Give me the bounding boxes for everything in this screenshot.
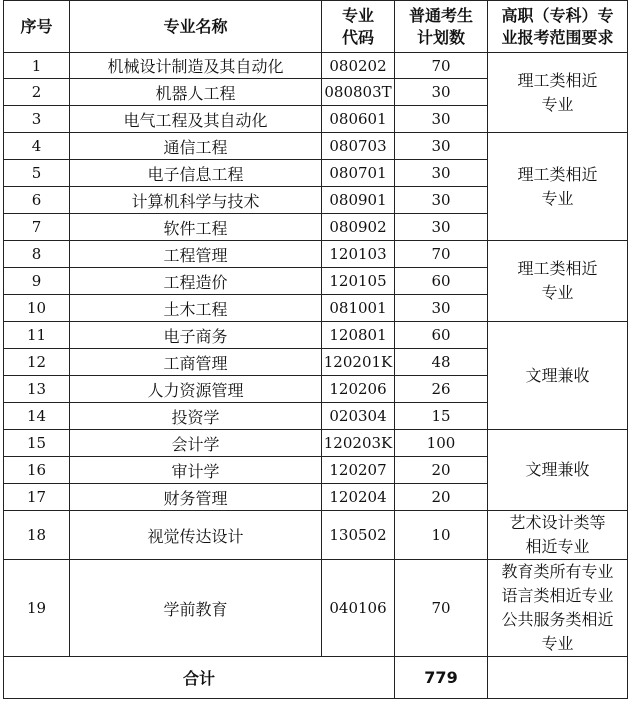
row-name: 审计学	[70, 457, 322, 484]
row-name: 电气工程及其自动化	[70, 106, 322, 133]
total-row	[4, 657, 628, 699]
row-plan: 48	[395, 349, 488, 376]
row-plan: 30	[395, 79, 488, 106]
requirement-line: 教育类所有专业	[501, 562, 614, 581]
table-row	[4, 133, 628, 160]
row-name: 财务管理	[70, 484, 322, 511]
table-row	[4, 53, 628, 79]
header-plan	[395, 1, 488, 53]
row-name: 软件工程	[70, 214, 322, 241]
row-plan: 30	[395, 295, 488, 322]
row-num: 8	[4, 241, 70, 268]
row-code: 081001	[322, 295, 395, 322]
row-code: 080601	[322, 106, 395, 133]
header-req-line1: 高职（专科）专	[501, 5, 614, 25]
row-plan: 30	[395, 160, 488, 187]
row-name: 视觉传达设计	[70, 511, 322, 560]
row-num: 15	[4, 430, 70, 457]
row-code: 120203K	[322, 430, 395, 457]
header-name: 专业名称	[70, 1, 322, 53]
row-code: 120207	[322, 457, 395, 484]
row-code: 080701	[322, 160, 395, 187]
header-plan-line1: 普通考生	[408, 5, 473, 25]
row-plan: 15	[395, 403, 488, 430]
row-code: 080901	[322, 187, 395, 214]
row-plan: 26	[395, 376, 488, 403]
requirement-group	[488, 430, 628, 511]
requirement-group	[488, 133, 628, 241]
row-num: 18	[4, 511, 70, 560]
row-plan: 30	[395, 214, 488, 241]
requirement-line: 专业	[541, 188, 574, 208]
row-plan: 10	[395, 511, 488, 560]
requirement-group	[488, 322, 628, 430]
row-code: 040106	[322, 560, 395, 657]
row-num: 19	[4, 560, 70, 657]
header-code-line2: 代码	[341, 27, 374, 47]
requirement-line: 文理兼收	[525, 460, 590, 479]
row-num: 5	[4, 160, 70, 187]
row-code: 020304	[322, 403, 395, 430]
row-num: 16	[4, 457, 70, 484]
row-num: 7	[4, 214, 70, 241]
requirement-line: 理工类相近	[517, 259, 598, 278]
row-num: 11	[4, 322, 70, 349]
total-empty-cell	[488, 657, 628, 699]
requirement-line: 理工类相近	[517, 70, 598, 90]
row-plan: 30	[395, 187, 488, 214]
row-name: 学前教育	[70, 560, 322, 657]
row-code: 120201K	[322, 349, 395, 376]
total-value: 779	[395, 657, 488, 699]
row-code: 120204	[322, 484, 395, 511]
row-num: 14	[4, 403, 70, 430]
row-code: 080703	[322, 133, 395, 160]
enrollment-plan-table	[3, 0, 628, 699]
header-row	[4, 1, 628, 53]
row-plan: 70	[395, 53, 488, 79]
row-plan: 20	[395, 484, 488, 511]
table-row	[4, 430, 628, 457]
row-num: 4	[4, 133, 70, 160]
row-code: 120206	[322, 376, 395, 403]
row-code: 130502	[322, 511, 395, 560]
row-code: 120103	[322, 241, 395, 268]
row-num: 12	[4, 349, 70, 376]
row-plan: 30	[395, 106, 488, 133]
row-num: 3	[4, 106, 70, 133]
row-name: 投资学	[70, 403, 322, 430]
requirement-line: 艺术设计类等	[509, 513, 606, 532]
requirement-group	[488, 511, 628, 560]
table-row	[4, 322, 628, 349]
row-name: 工程造价	[70, 268, 322, 295]
requirement-line: 理工类相近	[517, 164, 598, 184]
row-plan: 100	[395, 430, 488, 457]
row-num: 9	[4, 268, 70, 295]
row-num: 6	[4, 187, 70, 214]
row-num: 2	[4, 79, 70, 106]
row-plan: 70	[395, 241, 488, 268]
requirement-line: 专业	[541, 283, 574, 302]
row-plan: 30	[395, 133, 488, 160]
requirement-line: 相近专业	[525, 537, 590, 556]
requirement-line: 语言类相近专业	[501, 586, 614, 605]
total-label: 合计	[4, 657, 395, 699]
row-plan: 70	[395, 560, 488, 657]
row-num: 13	[4, 376, 70, 403]
row-code: 120801	[322, 322, 395, 349]
row-name: 会计学	[70, 430, 322, 457]
row-name: 电子信息工程	[70, 160, 322, 187]
row-code: 080202	[322, 53, 395, 79]
row-num: 1	[4, 53, 70, 79]
row-plan: 20	[395, 457, 488, 484]
row-num: 17	[4, 484, 70, 511]
table-row	[4, 241, 628, 268]
row-code: 080902	[322, 214, 395, 241]
requirement-group	[488, 241, 628, 322]
header-requirement	[488, 1, 628, 53]
requirement-line: 专业	[541, 94, 574, 114]
requirement-group	[488, 53, 628, 133]
header-code-line1: 专业	[341, 5, 374, 25]
row-name: 机械设计制造及其自动化	[70, 53, 322, 79]
row-name: 人力资源管理	[70, 376, 322, 403]
header-plan-line2: 计划数	[416, 27, 465, 47]
row-name: 工程管理	[70, 241, 322, 268]
table-row	[4, 560, 628, 657]
header-code	[322, 1, 395, 53]
row-code: 120105	[322, 268, 395, 295]
row-code: 080803T	[322, 79, 395, 106]
header-req-line2: 业报考范围要求	[501, 27, 614, 47]
requirement-line: 公共服务类相近	[501, 610, 614, 629]
row-num: 10	[4, 295, 70, 322]
row-name: 工商管理	[70, 349, 322, 376]
row-name: 机器人工程	[70, 79, 322, 106]
row-name: 计算机科学与技术	[70, 187, 322, 214]
row-name: 土木工程	[70, 295, 322, 322]
row-name: 电子商务	[70, 322, 322, 349]
requirement-line: 专业	[541, 634, 574, 653]
table-row	[4, 511, 628, 560]
row-name: 通信工程	[70, 133, 322, 160]
row-plan: 60	[395, 322, 488, 349]
row-plan: 60	[395, 268, 488, 295]
requirement-line: 文理兼收	[525, 365, 590, 385]
header-seq: 序号	[4, 1, 70, 53]
requirement-group	[488, 560, 628, 657]
